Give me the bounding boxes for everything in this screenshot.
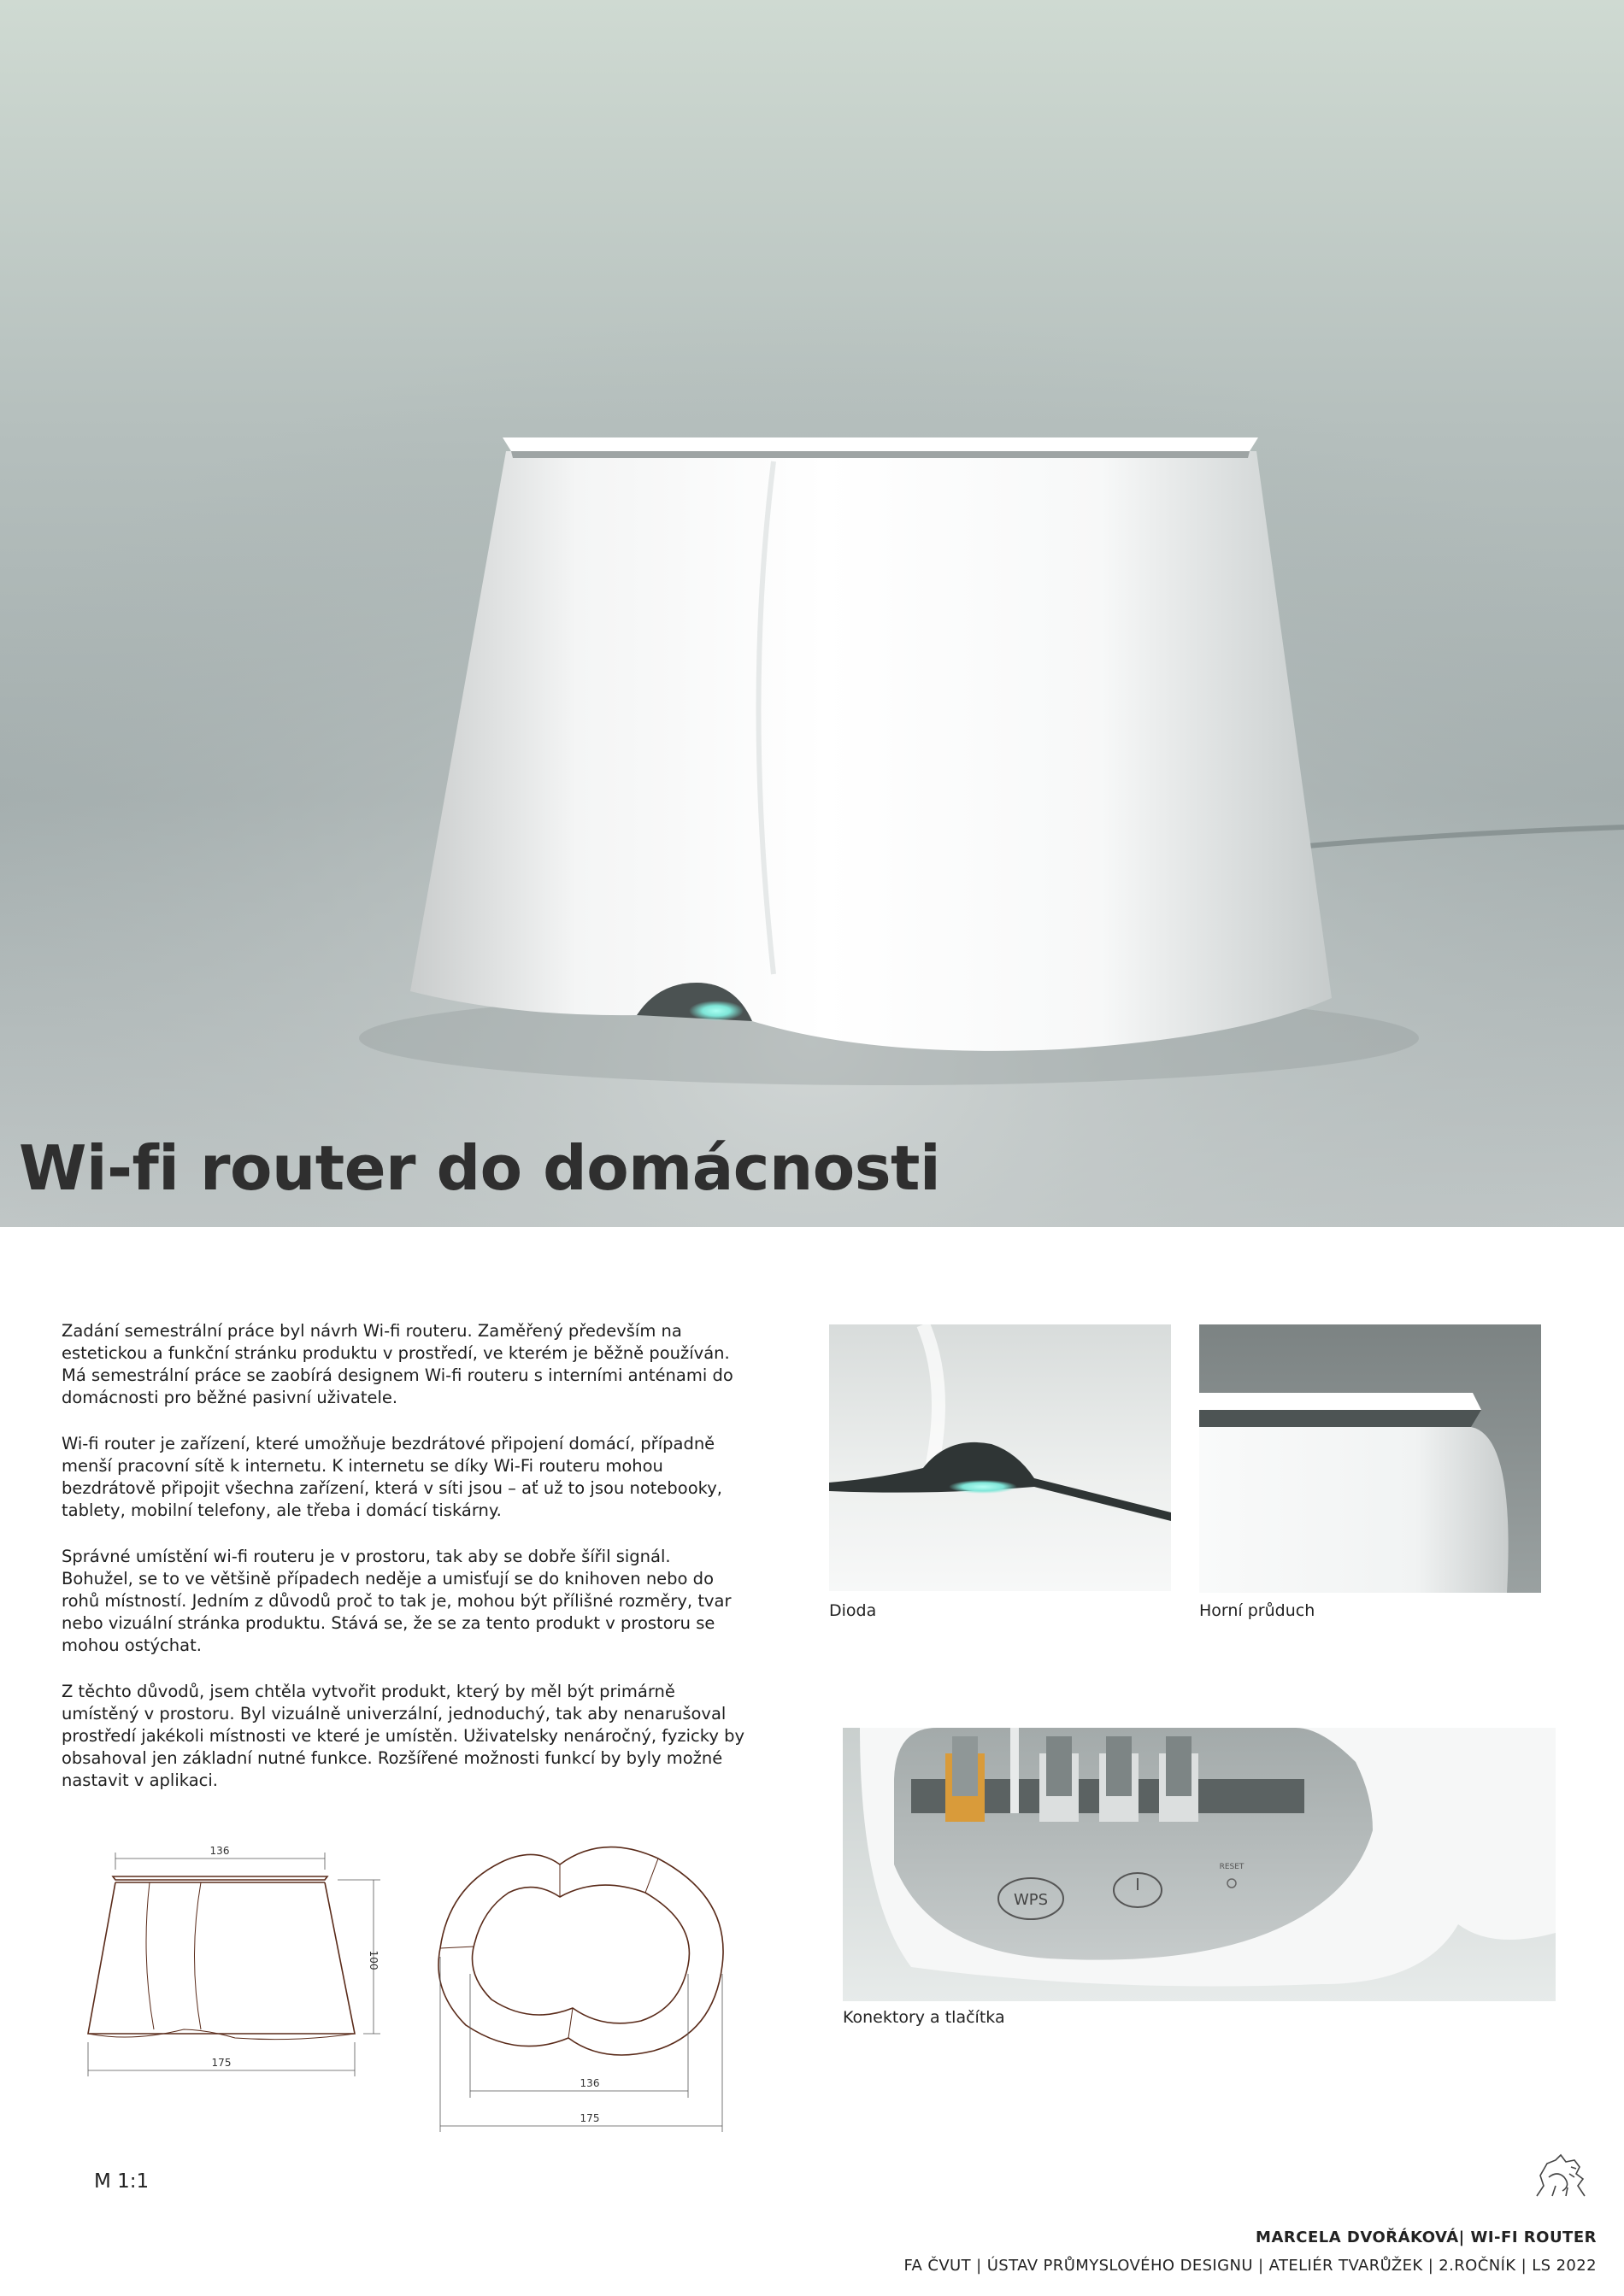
paragraph: Zadání semestrální práce byl návrh Wi-fi routeru. Zaměřený především na estetickou a funkční stránku produktu v prostředí, ve kterém je běžně používán. Má semestrální práce se zaobírá designem Wi-fi routeru s interními anténami do domácnosti pro běžné pasivní uživatele. (62, 1321, 733, 1407)
reset-label: RESET (1219, 1863, 1244, 1871)
side-view-drawing (81, 1829, 406, 2119)
photo-connectors (843, 1728, 1556, 2001)
description-text (62, 1320, 745, 1816)
paragraph: Správné umístění wi-fi routeru je v prostoru, tak aby se dobře šířil signál. Bohužel, se to ve většině případech neděje a umisťují se do knihoven nebo do rohů místností. Jedním z důvodů proč to tak je, mohou být přílišné rozměry, tvar nebo vizuální stránka produktu. Stává se, že se za tento produkt v prostoru se mohou ostýchat. (62, 1547, 732, 1655)
dim-top-inner: 136 (580, 2077, 600, 2089)
paragraph: Wi-fi router je zařízení, které umožňuje bezdrátové připojení domácí, případně menší pracovní sítě k internetu. K internetu se díky Wi-Fi routeru mohou bezdrátově připojit všechna zařízení, která v síti jsou – ať už to jsou notebooky, tablety, mobilní telefony, ale třeba i domácí tiskárny. (62, 1434, 723, 1520)
dim-side-bottom: 175 (211, 2057, 232, 2069)
photo-diode (829, 1324, 1171, 1591)
dim-top-outer: 175 (580, 2112, 600, 2124)
dim-side-top: 136 (209, 1845, 230, 1857)
caption-connectors: Konektory a tlačítka (843, 2008, 1005, 2027)
author-line: MARCELA DVOŘÁKOVÁ| WI-FI ROUTER (1256, 2228, 1597, 2246)
page-title: Wi-fi router do domácnosti (19, 1132, 941, 1204)
institution-line: FA ČVUT | ÚSTAV PRŮMYSLOVÉHO DESIGNU | ATELIÉR TVARŮŽEK | 2.ROČNÍK | LS 2022 (903, 2257, 1597, 2275)
dim-side-height: 100 (368, 1950, 380, 1970)
photo-vent (1199, 1324, 1541, 1593)
caption-diode: Dioda (829, 1601, 877, 1620)
cvut-lion-logo (1532, 2152, 1590, 2201)
top-view-drawing (432, 1837, 756, 2145)
drawing-scale: M 1:1 (94, 2170, 150, 2193)
paragraph: Z těchto důvodů, jsem chtěla vytvořit produkt, který by měl být primárně umístěný v prostoru. Byl vizuálně univerzální, jednoduchý, tak aby nenarušoval prostředí jakékoli místnosti ve které je umístěn. Uživatelsky nenáročný, fyzicky by obsahoval jen základní nutné funkce. Rozšířené možnosti funkcí by byly možné nastavit v aplikaci. (62, 1682, 744, 1790)
wps-label: WPS (1013, 1891, 1049, 1909)
caption-vent: Horní průduch (1199, 1601, 1315, 1620)
